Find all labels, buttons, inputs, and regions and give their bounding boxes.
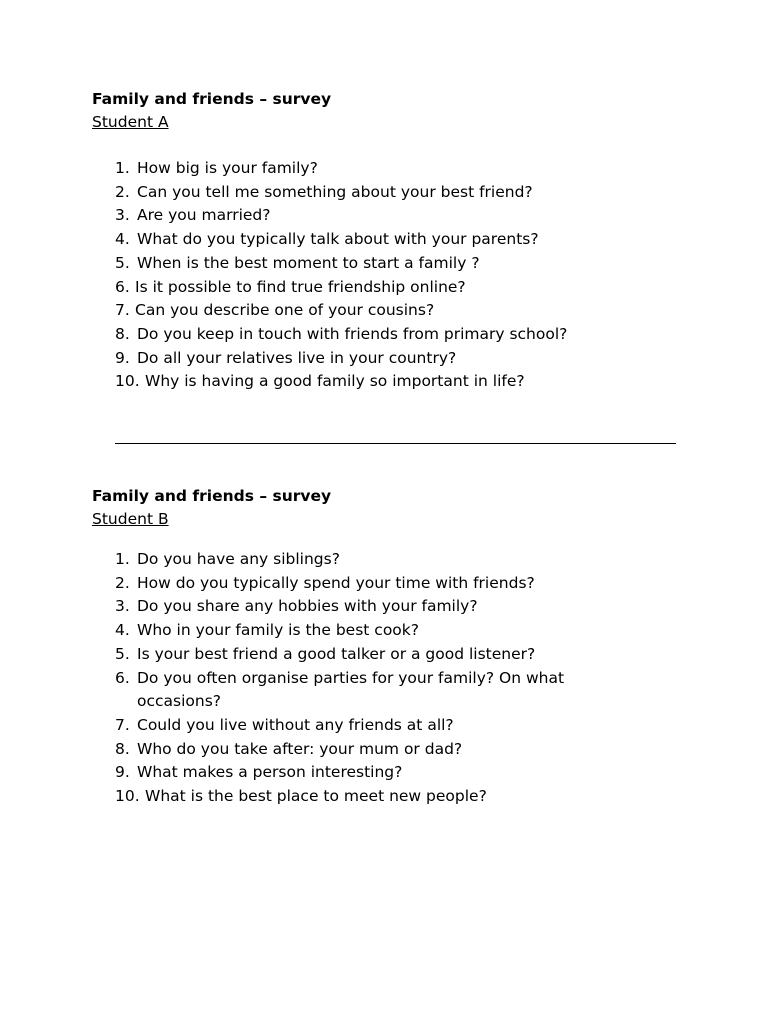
question-item	[92, 181, 692, 205]
question-number: 10.	[115, 787, 140, 806]
question-item	[92, 785, 692, 809]
question-number: 6.	[115, 668, 130, 687]
question-number: 5.	[115, 644, 130, 663]
question-text: Could you live without any friends at all?	[137, 715, 454, 734]
survey-student-b	[92, 485, 692, 809]
question-text: What is the best place to meet new people?	[145, 787, 487, 806]
question-number: 9.	[115, 348, 130, 367]
question-item	[92, 299, 692, 323]
question-text: When is the best moment to start a family ?	[137, 253, 480, 272]
question-text: How do you typically spend your time with friends?	[137, 573, 535, 592]
question-number: 6.	[115, 277, 130, 296]
question-text: Who do you take after: your mum or dad?	[137, 739, 463, 758]
question-item	[92, 643, 692, 667]
question-text: Why is having a good family so important in life?	[145, 372, 525, 391]
question-number: 10.	[115, 372, 140, 391]
question-text: Is it possible to find true friendship online?	[135, 277, 466, 296]
section-divider	[115, 443, 676, 444]
question-number: 4.	[115, 621, 130, 640]
question-item	[92, 276, 692, 300]
question-item	[92, 252, 692, 276]
survey-title: Family and friends – survey	[92, 90, 332, 108]
question-number: 8.	[115, 739, 130, 758]
question-item	[92, 761, 692, 785]
question-number: 3.	[115, 597, 130, 616]
question-item	[92, 157, 692, 181]
question-item	[92, 204, 692, 228]
question-list	[92, 548, 692, 809]
question-item	[92, 667, 637, 714]
question-number: 7.	[115, 301, 130, 320]
question-item	[92, 572, 692, 596]
question-text: What do you typically talk about with your parents?	[137, 230, 539, 249]
question-item	[92, 347, 692, 371]
question-item	[92, 714, 692, 738]
question-item	[92, 619, 692, 643]
question-number: 2.	[115, 182, 130, 201]
question-text: Can you describe one of your cousins?	[135, 301, 435, 320]
question-text: Do you keep in touch with friends from primary school?	[137, 324, 568, 343]
question-text: Do you often organise parties for your family? On what occasions?	[137, 668, 565, 711]
question-number: 2.	[115, 573, 130, 592]
question-number: 4.	[115, 230, 130, 249]
question-item	[92, 738, 692, 762]
question-number: 1.	[115, 550, 130, 568]
question-number: 8.	[115, 324, 130, 343]
question-text: Who in your family is the best cook?	[137, 621, 419, 640]
question-list	[92, 157, 692, 394]
question-text: Do all your relatives live in your country?	[137, 348, 457, 367]
survey-student-a	[92, 88, 692, 394]
question-item	[92, 595, 692, 619]
question-item	[92, 370, 692, 394]
survey-subtitle: Student B	[92, 510, 169, 528]
survey-title: Family and friends – survey	[92, 487, 332, 505]
question-number: 3.	[115, 206, 130, 225]
question-item	[92, 323, 692, 347]
survey-subtitle: Student A	[92, 113, 169, 131]
question-text: Are you married?	[137, 206, 271, 225]
question-text: Can you tell me something about your best friend?	[137, 182, 533, 201]
question-text: Do you have any siblings?	[137, 550, 340, 568]
question-text: Is your best friend a good talker or a good listener?	[137, 644, 536, 663]
question-number: 5.	[115, 253, 130, 272]
question-item	[92, 228, 692, 252]
question-text: Do you share any hobbies with your family?	[137, 597, 478, 616]
question-number: 1.	[115, 159, 130, 177]
question-number: 9.	[115, 763, 130, 782]
question-number: 7.	[115, 715, 130, 734]
question-item	[92, 548, 692, 572]
question-text: How big is your family?	[137, 159, 318, 177]
question-text: What makes a person interesting?	[137, 763, 403, 782]
